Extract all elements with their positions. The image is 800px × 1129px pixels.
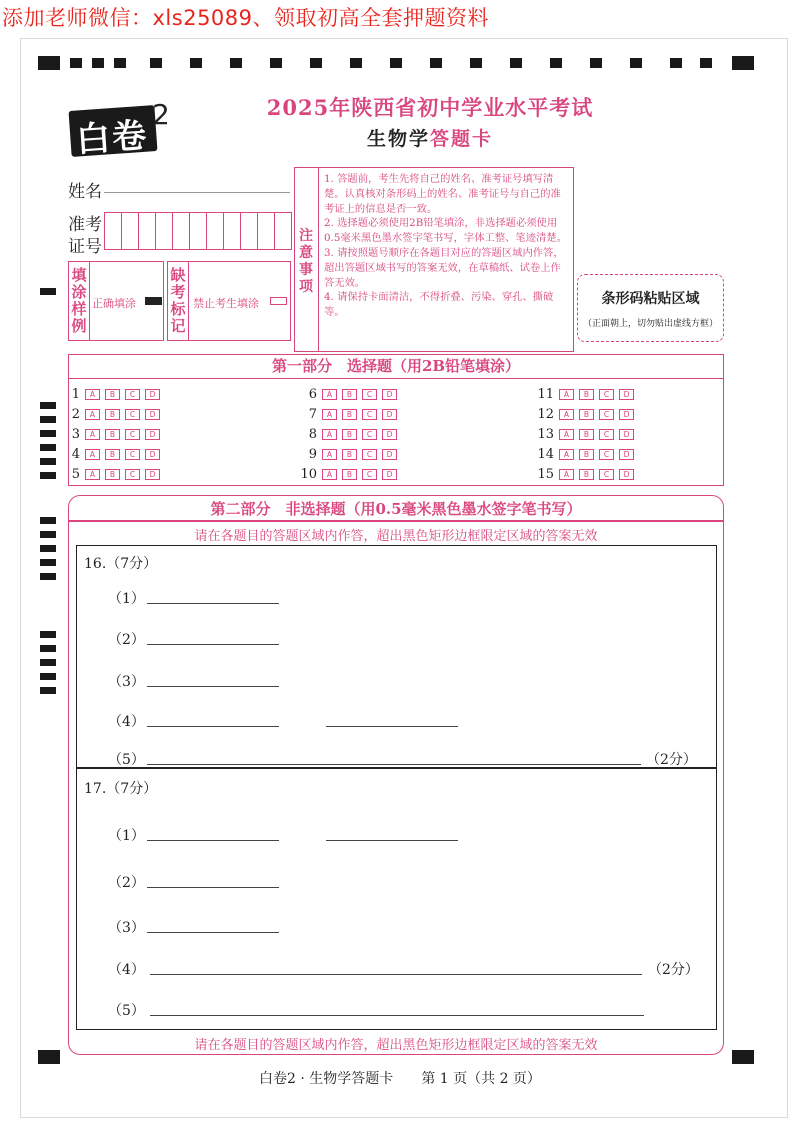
option-bubble-c[interactable]: C <box>125 409 140 420</box>
side-mark <box>40 430 56 437</box>
q16-sub5-label: （5） <box>108 752 145 768</box>
option-bubble-b[interactable]: B <box>105 469 120 480</box>
option-bubble-c[interactable]: C <box>362 389 377 400</box>
option-bubble-b[interactable]: B <box>579 409 594 420</box>
q16-sub4-label: （4） <box>108 714 145 730</box>
q17-sub3-label: （3） <box>108 920 145 936</box>
option-bubble-b[interactable]: B <box>105 429 120 440</box>
page-footer <box>200 1068 600 1088</box>
question-number: 8 <box>308 426 317 442</box>
option-bubble-d[interactable]: D <box>382 429 397 440</box>
bottom-warning: 请在各题目的答题区域内作答，超出黑色矩形边框限定区域的答案无效 <box>194 1038 598 1053</box>
timing-mark <box>590 58 602 68</box>
timing-mark <box>70 58 82 68</box>
option-bubble-a[interactable]: A <box>322 449 337 460</box>
question-number: 3 <box>71 426 80 442</box>
option-bubble-b[interactable]: B <box>342 389 357 400</box>
choice-question-row <box>56 427 165 441</box>
question-number: 5 <box>71 466 80 482</box>
option-bubble-c[interactable]: C <box>599 389 614 400</box>
option-bubble-b[interactable]: B <box>105 389 120 400</box>
choice-question-row <box>56 407 165 421</box>
side-mark <box>40 472 56 479</box>
option-bubble-a[interactable]: A <box>85 389 100 400</box>
timing-mark <box>390 58 402 68</box>
question-number: 12 <box>537 406 554 422</box>
q16-sub1-label: （1） <box>108 591 145 607</box>
q17-sub2-label: （2） <box>108 875 145 891</box>
side-mark <box>40 659 56 666</box>
option-bubble-a[interactable]: A <box>85 449 100 460</box>
subtitle-subject: 生物学 <box>366 128 430 150</box>
question-number: 10 <box>300 466 317 482</box>
choice-question-row <box>530 387 639 401</box>
option-bubble-d[interactable]: D <box>145 449 160 460</box>
option-bubble-d[interactable]: D <box>145 389 160 400</box>
notice-list <box>324 172 570 320</box>
notice-item: 3. 请按照题号顺序在各题目对应的答题区域内作答，超出答题区域书写的答案无效，在草稿纸、试卷上作答无效。 <box>324 246 564 289</box>
logo-text: 白卷 <box>74 115 150 161</box>
option-bubble-b[interactable]: B <box>579 449 594 460</box>
choice-question-row <box>293 407 402 421</box>
q17-sub1-answer-line-a[interactable] <box>147 840 279 841</box>
footer-page: 第 1 页（共 2 页） <box>421 1071 541 1087</box>
choice-question-row <box>293 387 402 401</box>
side-mark <box>40 444 56 451</box>
option-bubble-d[interactable]: D <box>382 389 397 400</box>
q17-sub2-answer-line[interactable] <box>147 887 279 888</box>
correct-fill-text: 正确填涂 <box>92 297 136 310</box>
q17-sub1-label: （1） <box>108 828 145 844</box>
side-mark <box>40 288 56 295</box>
barcode-note: （正面朝上，切勿贴出虚线方框） <box>582 319 718 329</box>
option-bubble-a[interactable]: A <box>322 429 337 440</box>
choice-question-row <box>293 467 402 481</box>
q16-sub4-answer-line-b[interactable] <box>326 726 458 727</box>
option-bubble-b[interactable]: B <box>342 449 357 460</box>
filled-mark-sample <box>145 297 162 305</box>
option-bubble-d[interactable]: D <box>382 469 397 480</box>
corner-mark-bottom-right <box>732 1050 754 1064</box>
side-mark <box>40 416 56 423</box>
q17-sub4-points: （2分） <box>648 962 699 978</box>
side-mark <box>40 573 56 580</box>
option-bubble-a[interactable]: A <box>559 449 574 460</box>
choice-question-row <box>530 427 639 441</box>
option-bubble-d[interactable]: D <box>145 429 160 440</box>
option-bubble-d[interactable]: D <box>382 409 397 420</box>
option-bubble-a[interactable]: A <box>559 469 574 480</box>
question-number: 1 <box>71 386 80 402</box>
q16-sub2-answer-line[interactable] <box>147 644 279 645</box>
option-bubble-c[interactable]: C <box>599 409 614 420</box>
question-number: 2 <box>71 406 80 422</box>
side-mark <box>40 645 56 652</box>
option-bubble-a[interactable]: A <box>85 429 100 440</box>
option-bubble-a[interactable]: A <box>322 389 337 400</box>
option-bubble-a[interactable]: A <box>322 409 337 420</box>
side-mark <box>40 687 56 694</box>
option-bubble-d[interactable]: D <box>145 409 160 420</box>
side-mark <box>40 545 56 552</box>
fill-example-label: 填涂样例 <box>71 266 87 335</box>
side-mark <box>40 531 56 538</box>
option-bubble-a[interactable]: A <box>559 429 574 440</box>
option-bubble-b[interactable]: B <box>579 469 594 480</box>
option-bubble-d[interactable]: D <box>619 469 634 480</box>
exam-subtitle <box>300 124 560 151</box>
question-number: 13 <box>537 426 554 442</box>
option-bubble-c[interactable]: C <box>125 389 140 400</box>
side-mark <box>40 458 56 465</box>
timing-mark <box>92 58 104 68</box>
option-bubble-d[interactable]: D <box>145 469 160 480</box>
top-warning: 请在各题目的答题区域内作答，超出黑色矩形边框限定区域的答案无效 <box>194 529 598 544</box>
option-bubble-d[interactable]: D <box>619 429 634 440</box>
question-number: 14 <box>537 446 554 462</box>
timing-mark <box>430 58 442 68</box>
side-mark <box>40 517 56 524</box>
id-label-line2: 证号 <box>68 237 102 257</box>
question-number: 15 <box>537 466 554 482</box>
side-mark <box>40 631 56 638</box>
choice-question-row <box>530 467 639 481</box>
q16-sub2-label: （2） <box>108 632 145 648</box>
option-bubble-b[interactable]: B <box>342 409 357 420</box>
option-bubble-a[interactable]: A <box>322 469 337 480</box>
option-bubble-d[interactable]: D <box>619 449 634 460</box>
option-bubble-b[interactable]: B <box>342 429 357 440</box>
side-mark <box>40 402 56 409</box>
logo-number: 2 <box>152 98 170 131</box>
option-bubble-a[interactable]: A <box>85 469 100 480</box>
option-bubble-c[interactable]: C <box>362 409 377 420</box>
timing-mark <box>350 58 362 68</box>
side-mark <box>40 559 56 566</box>
timing-mark <box>700 58 712 68</box>
notice-item: 4. 请保持卡面清洁，不得折叠、污染、穿孔、撕破等。 <box>324 291 554 319</box>
option-bubble-d[interactable]: D <box>382 449 397 460</box>
corner-mark-bottom-left <box>38 1050 60 1064</box>
timing-mark <box>230 58 242 68</box>
q17-sub4-label: （4） <box>108 962 145 978</box>
timing-mark <box>470 58 482 68</box>
question-number: 6 <box>308 386 317 402</box>
absent-label: 缺考标记 <box>170 266 186 335</box>
option-bubble-b[interactable]: B <box>342 469 357 480</box>
q16-sub5-points: （2分） <box>646 752 697 768</box>
option-bubble-c[interactable]: C <box>362 449 377 460</box>
option-bubble-c[interactable]: C <box>599 449 614 460</box>
option-bubble-a[interactable]: A <box>559 409 574 420</box>
option-bubble-c[interactable]: C <box>125 429 140 440</box>
q16-title: 16.（7分） <box>84 556 158 572</box>
choice-question-row <box>293 427 402 441</box>
timing-mark <box>670 58 682 68</box>
absent-text: 禁止考生填涂 <box>193 297 259 310</box>
part2-divider <box>68 520 724 522</box>
option-bubble-d[interactable]: D <box>619 409 634 420</box>
q17-sub3-answer-line[interactable] <box>147 932 279 933</box>
absent-checkbox[interactable] <box>270 297 287 305</box>
option-bubble-a[interactable]: A <box>85 409 100 420</box>
barcode-title: 条形码粘贴区域 <box>601 291 700 307</box>
timing-mark <box>114 58 126 68</box>
option-bubble-b[interactable]: B <box>579 429 594 440</box>
question-number: 11 <box>537 386 554 402</box>
timing-mark <box>270 58 282 68</box>
timing-mark <box>550 58 562 68</box>
timing-mark <box>630 58 642 68</box>
option-bubble-b[interactable]: B <box>579 389 594 400</box>
timing-mark <box>150 58 162 68</box>
q17-sub1-answer-line-b[interactable] <box>326 840 458 841</box>
answer-divider <box>76 767 717 769</box>
timing-mark <box>190 58 202 68</box>
question-number: 4 <box>71 446 80 462</box>
name-field[interactable] <box>104 192 290 193</box>
choice-question-row <box>530 447 639 461</box>
option-bubble-c[interactable]: C <box>125 449 140 460</box>
q17-sub4-answer-line[interactable] <box>150 974 642 975</box>
id-label-line1: 准考 <box>68 215 102 235</box>
part1-title: 第一部分 选择题（用2B铅笔填涂） <box>68 354 724 379</box>
q16-sub3-answer-line[interactable] <box>147 686 279 687</box>
timing-mark <box>38 56 60 70</box>
q16-sub5-answer-line[interactable] <box>147 764 641 765</box>
option-bubble-b[interactable]: B <box>105 409 120 420</box>
q16-sub4-answer-line-a[interactable] <box>147 726 279 727</box>
q17-title: 17.（7分） <box>84 781 158 797</box>
question-number: 9 <box>308 446 317 462</box>
q17-sub5-answer-line[interactable] <box>150 1015 644 1016</box>
footer-title: 白卷2 · 生物学答题卡 <box>259 1071 394 1087</box>
subtitle-card: 答题卡 <box>430 128 494 150</box>
option-bubble-c[interactable]: C <box>362 429 377 440</box>
part2-title: 第二部分 非选择题（用0.5毫米黑色墨水签字笔书写） <box>210 500 582 518</box>
watermark-text: 添加老师微信：xls25089、领取初高全套押题资料 <box>2 6 490 30</box>
notice-divider <box>318 167 319 352</box>
choice-question-row <box>56 447 165 461</box>
exam-id-boxes[interactable] <box>104 212 292 250</box>
barcode-area <box>577 274 724 342</box>
option-bubble-c[interactable]: C <box>362 469 377 480</box>
option-bubble-c[interactable]: C <box>125 469 140 480</box>
choice-question-row <box>56 467 165 481</box>
timing-mark <box>310 58 322 68</box>
choice-question-row <box>56 387 165 401</box>
q16-sub1-answer-line[interactable] <box>147 603 279 604</box>
notice-label: 注意事项 <box>299 228 313 295</box>
side-mark <box>40 673 56 680</box>
notice-item: 2. 选择题必须使用2B铅笔填涂，非选择题必须使用0.5毫米黑色墨水签字笔书写，字体工整、笔迹清楚。 <box>324 217 567 245</box>
option-bubble-a[interactable]: A <box>559 389 574 400</box>
option-bubble-b[interactable]: B <box>105 449 120 460</box>
notice-item: 1. 答题前，考生先将自己的姓名、准考证号填写清楚。认真核对条形码上的姓名、准考证号与自己的准考证上的信息是否一致。 <box>324 173 561 215</box>
timing-mark <box>732 56 754 70</box>
choice-question-row <box>293 447 402 461</box>
name-label: 姓名 <box>68 182 102 202</box>
q17-sub5-label: （5） <box>108 1003 145 1019</box>
answer-box <box>76 545 717 1030</box>
choice-question-row <box>530 407 639 421</box>
question-number: 7 <box>308 406 317 422</box>
q16-sub3-label: （3） <box>108 674 145 690</box>
option-bubble-d[interactable]: D <box>619 389 634 400</box>
option-bubble-c[interactable]: C <box>599 469 614 480</box>
option-bubble-c[interactable]: C <box>599 429 614 440</box>
exam-title: 2025年陕西省初中学业水平考试 <box>266 95 594 120</box>
timing-mark <box>510 58 522 68</box>
